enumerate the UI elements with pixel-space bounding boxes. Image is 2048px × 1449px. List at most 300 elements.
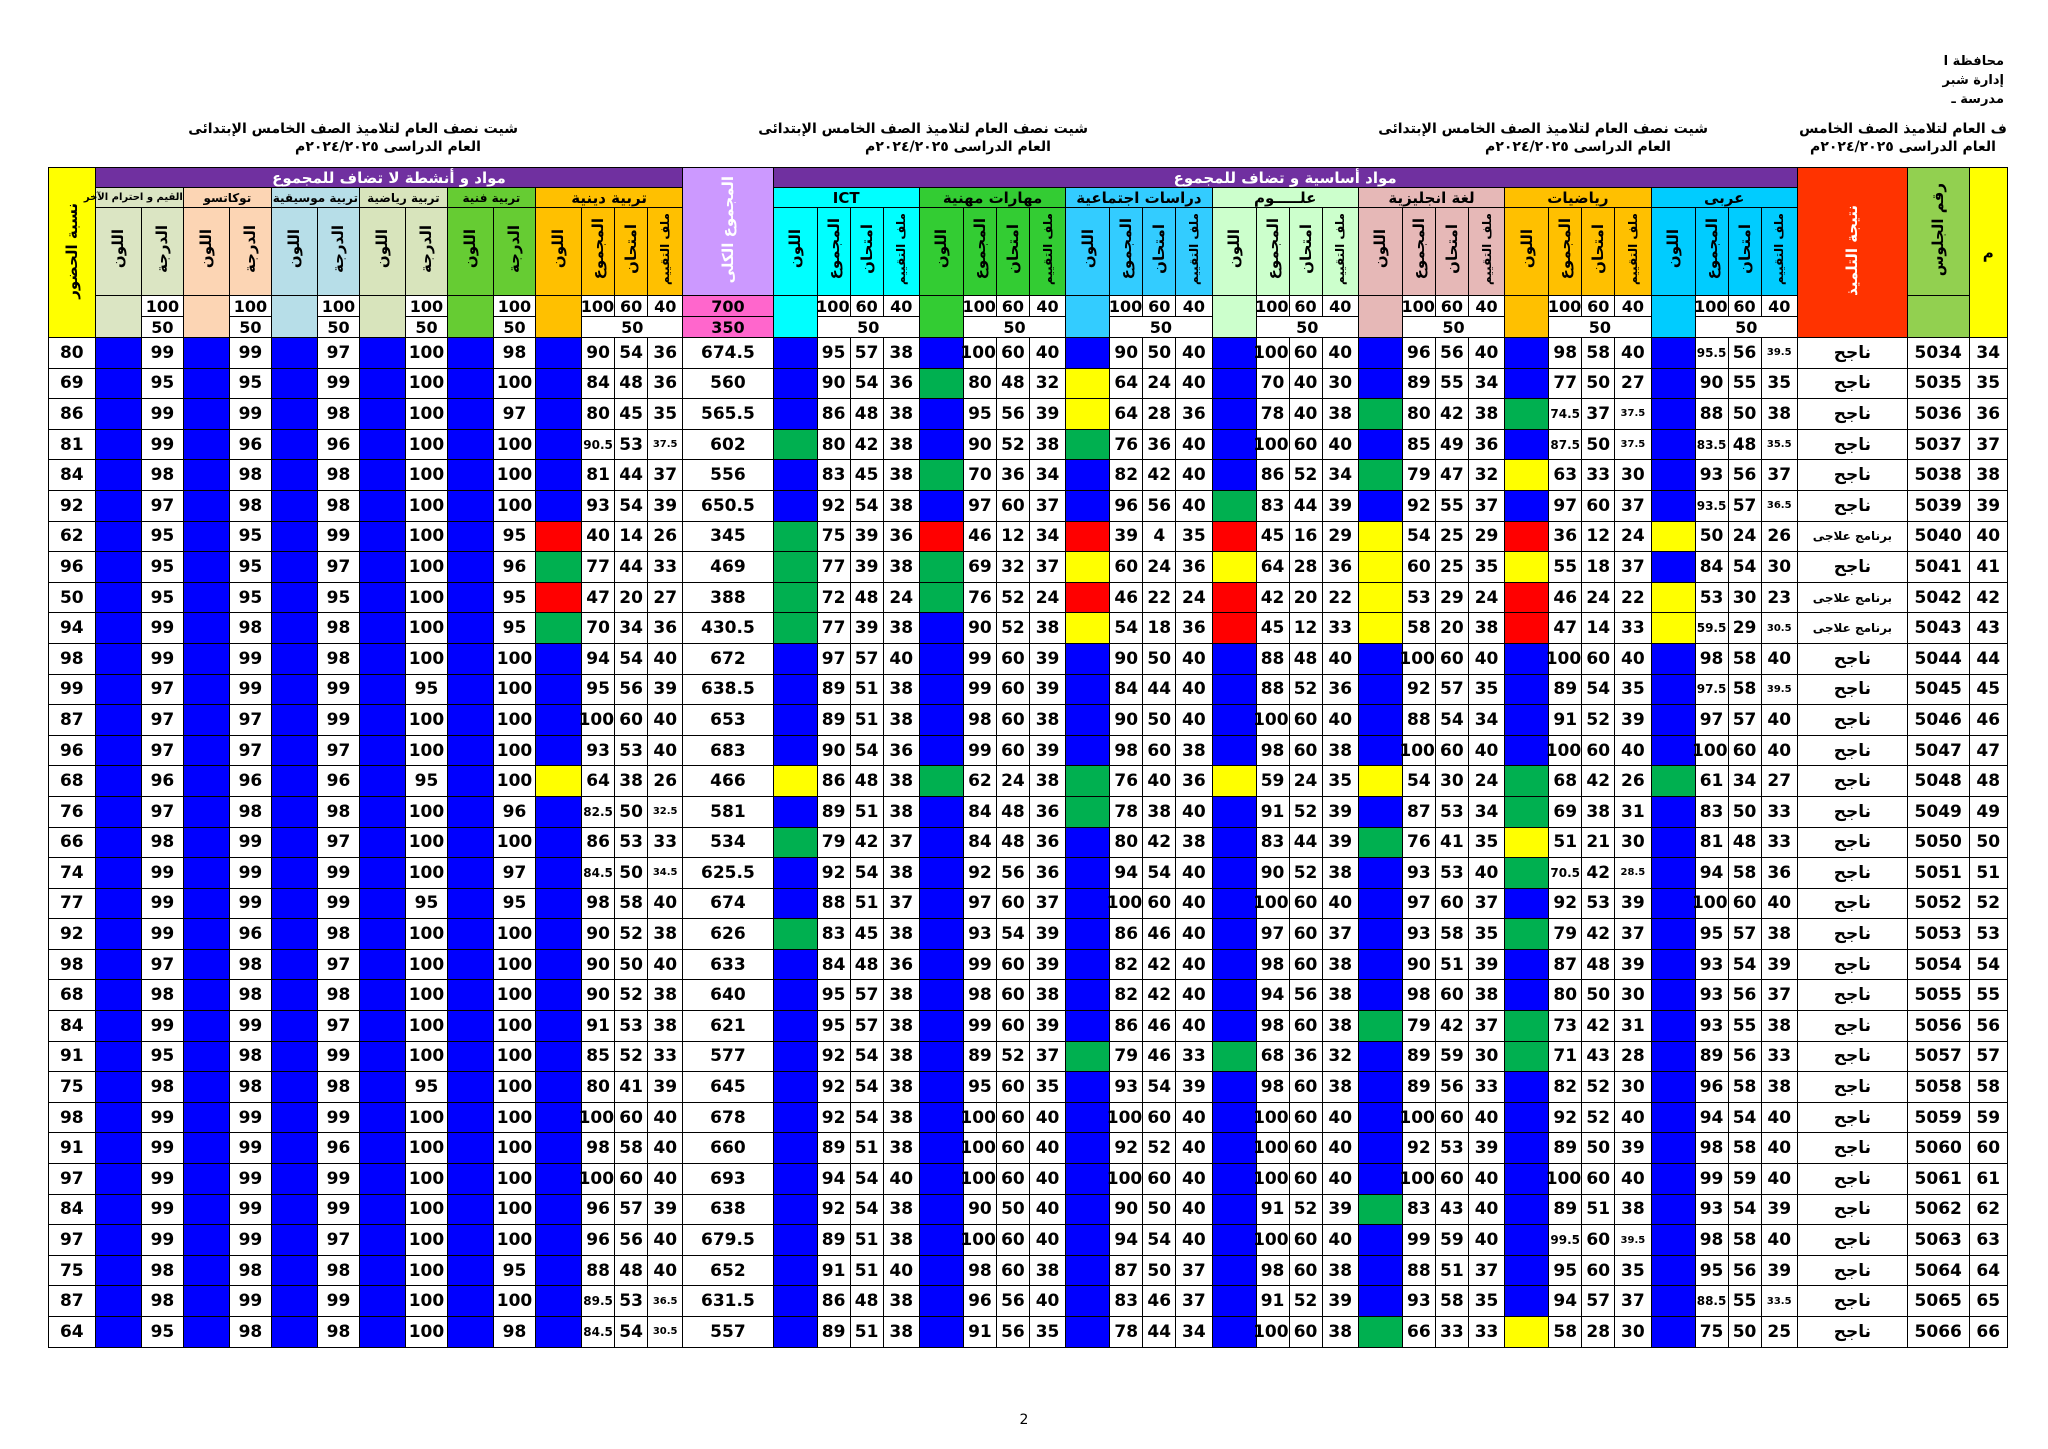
grade-color-cell [447,919,493,950]
result-cell: ناجح [1797,399,1907,430]
exam-cell: 52 [996,1041,1029,1072]
activity-score-cell: 100 [494,429,536,460]
activity-score-cell: 98 [318,490,360,521]
evaluation-cell: 39.5 [1761,338,1797,369]
exam-cell: 54 [1143,1072,1176,1103]
grade-color-cell [183,1102,229,1133]
grade-color-cell [95,1286,141,1317]
grade-color-cell [535,613,581,644]
grade-color-cell [919,1225,963,1256]
evaluation-cell: 32 [1322,1041,1358,1072]
activity-score-cell: 98 [318,1317,360,1348]
grade-color-cell [1066,1011,1110,1042]
subtotal-cell: 93 [1110,1072,1143,1103]
grade-color-cell [1212,858,1256,889]
evaluation-cell: 35 [1468,552,1504,583]
column-header-text: اللون [1078,229,1097,269]
grade-color-cell [1066,1225,1110,1256]
subtotal-cell: 89 [1695,1041,1728,1072]
exam-cell: 58 [1728,674,1761,705]
evaluation-cell: 38 [1322,949,1358,980]
serial-cell: 35 [1969,368,2008,399]
grade-color-cell [1212,1102,1256,1133]
subtotal-cell: 79 [1110,1041,1143,1072]
evaluation-cell: 40 [1615,1102,1651,1133]
attendance-cell: 97 [49,1164,96,1195]
seat-number-cell: 5057 [1907,1041,1969,1072]
grade-color-cell [773,766,817,797]
seat-number-cell: 5044 [1907,643,1969,674]
grade-color-cell [1358,1317,1402,1348]
student-row [49,705,2008,736]
subtotal-cell: 100 [1549,643,1582,674]
subtotal-cell: 100 [582,1164,615,1195]
activity-score-cell: 98 [318,919,360,950]
exam-cell: 54 [1728,949,1761,980]
exam-cell: 32 [996,552,1029,583]
grade-color-cell [447,1102,493,1133]
grand-total-cell: 678 [683,1102,773,1133]
subtotal-cell: 84 [817,949,850,980]
exam-cell: 20 [1435,613,1468,644]
evaluation-cell: 35 [1322,766,1358,797]
header-row-half [49,317,2008,338]
evaluation-cell: 38 [883,796,919,827]
subtotal-cell: 94 [1695,858,1728,889]
evaluation-cell: 37 [1615,552,1651,583]
evaluation-cell: 40 [1176,919,1212,950]
evaluation-cell: 35 [1615,674,1651,705]
column-header-text: المجموع [1556,218,1575,280]
grade-color-cell [919,1102,963,1133]
evaluation-cell: 40 [648,1133,683,1164]
student-row [49,1133,2008,1164]
grade-color-cell [1066,368,1110,399]
exam-cell: 50 [996,1194,1029,1225]
grade-color-cell [183,429,229,460]
exam-cell: 16 [1289,521,1322,552]
result-cell: ناجح [1797,1225,1907,1256]
subject-header: لغة انجليزية [1358,188,1504,208]
grade-color-cell [95,766,141,797]
subtotal-cell: 97 [1695,705,1728,736]
exam-cell: 42 [1143,980,1176,1011]
subtotal-cell: 68 [1549,766,1582,797]
grade-color-cell [1358,582,1402,613]
subtotal-cell: 90 [963,1194,996,1225]
activity-score-cell: 99 [142,1164,184,1195]
grade-color-cell [271,368,317,399]
evaluation-cell: 38 [1615,1194,1651,1225]
column-header-text: المجموع [1409,218,1428,280]
grade-color-cell [359,674,405,705]
seat-number-cell: 5066 [1907,1317,1969,1348]
student-row [49,1072,2008,1103]
activity-score-cell: 100 [406,1317,448,1348]
seat-number-cell: 5039 [1907,490,1969,521]
activity-score-cell: 99 [142,1225,184,1256]
grade-color-cell [271,338,317,369]
grade-color-cell [183,888,229,919]
column-header-text: اللون [932,229,951,269]
subtotal-cell: 60 [1110,552,1143,583]
activity-header: تربية موسيقية [271,188,359,208]
grand-total-cell: 674 [683,888,773,919]
grade-color-cell [359,490,405,521]
grade-color-cell [271,490,317,521]
exam-cell: 60 [1582,490,1615,521]
grade-color-cell [1358,338,1402,369]
grade-color-cell [919,1011,963,1042]
activity-score-cell: 99 [142,399,184,430]
evaluation-cell: 40 [1029,1225,1065,1256]
subtotal-cell: 91 [963,1317,996,1348]
exam-cell: 24 [996,766,1029,797]
max-mark: 100 [580,296,615,316]
evaluation-cell: 38 [1322,1317,1358,1348]
grade-color-cell [271,949,317,980]
activity-score-cell: 99 [142,429,184,460]
evaluation-cell: 40 [1322,1133,1358,1164]
exam-cell: 41 [1435,827,1468,858]
exam-cell: 28 [1143,399,1176,430]
exam-cell: 57 [1728,490,1761,521]
grade-color-cell [1651,919,1695,950]
column-header-text: ملف التقييم [1772,212,1787,286]
evaluation-cell: 39.5 [1761,674,1797,705]
subtotal-cell: 89 [1402,368,1435,399]
grade-color-cell [773,613,817,644]
header-row-columns [49,208,2008,296]
evaluation-cell: 40 [1322,338,1358,369]
subtotal-cell: 90 [1110,1194,1143,1225]
exam-cell: 60 [1143,735,1176,766]
column-header [773,208,817,296]
exam-cell: 51 [850,674,883,705]
subtotal-cell: 98 [582,888,615,919]
subtotal-cell: 95 [1695,919,1728,950]
seat-number-cell: 5036 [1907,399,1969,430]
evaluation-cell: 33 [648,827,683,858]
result-cell: برنامج علاجى [1797,521,1907,552]
exam-cell: 60 [1289,1317,1322,1348]
activity-score-cell: 98 [318,1255,360,1286]
evaluation-cell: 33 [648,552,683,583]
grade-color-cell [1505,552,1549,583]
evaluation-cell: 38 [883,1133,919,1164]
evaluation-cell: 26 [648,766,683,797]
evaluation-cell: 35 [1615,1255,1651,1286]
subtotal-cell: 89 [1549,1194,1582,1225]
activity-score-cell: 97 [318,1225,360,1256]
evaluation-cell: 32 [1029,368,1065,399]
subtotal-cell: 91 [1256,1286,1289,1317]
evaluation-cell: 38 [1322,735,1358,766]
evaluation-cell: 40 [648,735,683,766]
activity-score-cell: 100 [406,858,448,889]
grand-total-cell: 633 [683,949,773,980]
grade-color-cell [535,1102,581,1133]
exam-cell: 52 [615,1041,648,1072]
activity-score-cell: 98 [142,980,184,1011]
evaluation-cell: 38 [883,1102,919,1133]
subtotal-cell: 90 [1110,705,1143,736]
grade-color-cell [1358,888,1402,919]
activity-score-cell: 97 [318,827,360,858]
grade-color-cell [1505,858,1549,889]
subtotal-cell: 83.5 [1695,429,1728,460]
evaluation-cell: 38 [883,613,919,644]
evaluation-cell: 38 [883,399,919,430]
grade-color-cell [271,827,317,858]
attendance-cell: 99 [49,674,96,705]
grade-color-cell [271,705,317,736]
grade-color-cell [447,1194,493,1225]
activity-score-cell: 95 [494,613,536,644]
exam-cell: 44 [1289,490,1322,521]
activity-header: توكاتسو [183,188,271,208]
grade-color-cell [1505,827,1549,858]
grade-color-cell [535,1255,581,1286]
column-header [318,208,360,296]
grade-color-cell [773,919,817,950]
grade-color-cell [919,521,963,552]
result-cell: ناجح [1797,1317,1907,1348]
exam-cell: 42 [1582,766,1615,797]
evaluation-cell: 24 [883,582,919,613]
grade-color-cell [919,429,963,460]
grade-color-cell [773,338,817,369]
evaluation-cell: 38 [1029,980,1065,1011]
subtotal-cell: 39 [1110,521,1143,552]
exam-cell: 28 [1289,552,1322,583]
seat-number-cell: 5040 [1907,521,1969,552]
evaluation-cell: 40 [1176,368,1212,399]
seat-number-cell: 5053 [1907,919,1969,950]
activity-score-cell: 98 [230,613,272,644]
exam-cell: 45 [850,460,883,491]
grade-color-cell [447,1041,493,1072]
grade-color-cell [1066,490,1110,521]
grade-color-cell [95,1133,141,1164]
serial-cell: 59 [1969,1102,2008,1133]
exam-cell: 25 [1435,552,1468,583]
evaluation-cell: 36 [1176,613,1212,644]
grade-color-cell [1066,399,1110,430]
grade-color-cell [919,1286,963,1317]
exam-cell: 56 [1435,338,1468,369]
seat-number-cell: 5060 [1907,1133,1969,1164]
activity-score-cell: 100 [494,368,536,399]
grade-color-cell [1651,766,1695,797]
exam-cell: 12 [996,521,1029,552]
grade-color-cell [1651,1072,1695,1103]
evaluation-cell: 40 [1468,858,1504,889]
evaluation-cell: 40 [1176,1225,1212,1256]
grade-color-cell [919,1072,963,1103]
grade-color-cell [447,949,493,980]
subtotal-cell: 81 [582,460,615,491]
grade-color-cell [1358,552,1402,583]
evaluation-cell: 35 [1468,919,1504,950]
activity-score-cell: 99 [230,1286,272,1317]
grade-color-cell [1505,1133,1549,1164]
activity-score-cell: 95 [142,1317,184,1348]
exam-cell: 52 [1289,858,1322,889]
subtotal-cell: 90 [1402,949,1435,980]
subtotal-cell: 89 [1402,1072,1435,1103]
evaluation-cell: 36 [883,949,919,980]
exam-cell: 36 [1143,429,1176,460]
evaluation-cell: 40 [1176,949,1212,980]
attendance-cell: 66 [49,827,96,858]
exam-cell: 56 [996,858,1029,889]
student-row [49,643,2008,674]
exam-cell: 58 [1435,919,1468,950]
grade-color-cell [271,1011,317,1042]
subtotal-cell: 86 [817,399,850,430]
exam-cell: 20 [615,582,648,613]
exam-cell: 55 [1728,368,1761,399]
color-spacer [1212,296,1256,338]
exam-cell: 44 [1143,674,1176,705]
activity-score-cell: 98 [142,460,184,491]
attendance-cell: 80 [49,338,96,369]
evaluation-cell: 38 [883,980,919,1011]
grade-color-cell [271,521,317,552]
exam-cell: 53 [615,827,648,858]
evaluation-cell: 38 [883,1072,919,1103]
color-spacer [773,296,817,338]
exam-cell: 50 [1582,1133,1615,1164]
subtotal-cell: 91 [1256,1194,1289,1225]
subtotal-cell: 91 [817,1255,850,1286]
subtotal-cell: 100 [1549,1164,1582,1195]
max-mark: 60 [996,296,1029,317]
grade-color-cell [447,796,493,827]
grade-color-cell [773,1255,817,1286]
grade-color-cell [183,674,229,705]
activity-score-cell: 96 [494,552,536,583]
evaluation-cell: 34 [1176,1317,1212,1348]
serial-cell: 54 [1969,949,2008,980]
exam-cell: 56 [1728,460,1761,491]
activity-score-cell: 99 [318,705,360,736]
subtotal-cell: 87 [1110,1255,1143,1286]
grade-color-cell [1651,1102,1695,1133]
exam-cell: 53 [1435,1133,1468,1164]
exam-cell: 48 [615,368,648,399]
grade-color-cell [95,858,141,889]
grade-color-cell [183,705,229,736]
evaluation-cell: 40 [1322,1102,1358,1133]
grade-color-cell [919,1317,963,1348]
header-row-groups [49,168,2008,188]
serial-cell: 46 [1969,705,2008,736]
activity-score-cell: 100 [406,980,448,1011]
attendance-cell: 96 [49,552,96,583]
activity-score-cell: 99 [230,674,272,705]
activity-score-cell: 100 [406,705,448,736]
result-cell: ناجح [1797,858,1907,889]
evaluation-cell: 37 [1615,1286,1651,1317]
grade-color-cell [1066,521,1110,552]
evaluation-cell: 37 [883,827,919,858]
subtotal-cell: 84 [963,796,996,827]
grade-color-cell [95,888,141,919]
subtotal-cell: 93 [963,919,996,950]
evaluation-cell: 35 [1176,521,1212,552]
grand-total-cell: 638.5 [683,674,773,705]
grade-color-cell [359,1072,405,1103]
subtotal-cell: 96 [582,1225,615,1256]
max-mark: 40 [1761,296,1797,317]
column-header [1695,208,1728,296]
subtotal-cell: 92 [817,490,850,521]
evaluation-cell: 38 [883,1317,919,1348]
subtotal-cell: 75 [817,521,850,552]
evaluation-cell: 40 [1615,1164,1651,1195]
evaluation-cell: 40 [648,643,683,674]
subtotal-cell: 91 [1256,796,1289,827]
basic-subjects-group: مواد أساسية و تضاف للمجموع [773,168,1797,188]
exam-cell: 24 [1582,582,1615,613]
grade-color-cell [773,1164,817,1195]
attendance-cell: 68 [49,766,96,797]
student-row [49,368,2008,399]
grade-color-cell [919,1194,963,1225]
grade-color-cell [1212,521,1256,552]
sheet-heading-year: العام الدراسى ٢٠٢٤/٢٠٢٥م [295,139,481,155]
grade-color-cell [359,552,405,583]
evaluation-cell: 40 [1322,888,1358,919]
grand-total-cell: 557 [683,1317,773,1348]
subject-header: ICT [773,188,919,208]
grade-color-cell [359,980,405,1011]
exam-cell: 56 [1728,980,1761,1011]
activity-score-cell: 99 [230,1102,272,1133]
column-header [142,208,184,296]
activity-score-cell: 99 [318,368,360,399]
grade-color-cell [95,1225,141,1256]
exam-cell: 60 [1289,735,1322,766]
subtotal-cell: 100 [963,338,996,369]
subtotal-cell: 100 [582,705,615,736]
exam-cell: 39 [850,521,883,552]
activity-score-cell: 99 [142,1102,184,1133]
column-header-text: امتحان [1150,224,1169,274]
grade-color-cell [1212,1317,1256,1348]
student-row [49,552,2008,583]
total-max: 700 [683,296,773,317]
column-header [359,208,405,296]
exam-cell: 56 [1435,1072,1468,1103]
exam-cell: 30 [1728,582,1761,613]
evaluation-cell: 35 [1029,1072,1065,1103]
evaluation-cell: 40 [1761,1164,1797,1195]
evaluation-cell: 35 [1029,1317,1065,1348]
grade-color-cell [919,1255,963,1286]
max-mark: 100 [406,296,448,317]
grade-color-cell [183,521,229,552]
subtotal-cell: 83 [1256,827,1289,858]
activity-score-cell: 95 [406,766,448,797]
grade-color-cell [535,980,581,1011]
grade-color-cell [1212,1011,1256,1042]
school-label: مدرسة ـ [1951,92,2004,107]
grade-color-cell [183,1225,229,1256]
exam-cell: 54 [1582,674,1615,705]
